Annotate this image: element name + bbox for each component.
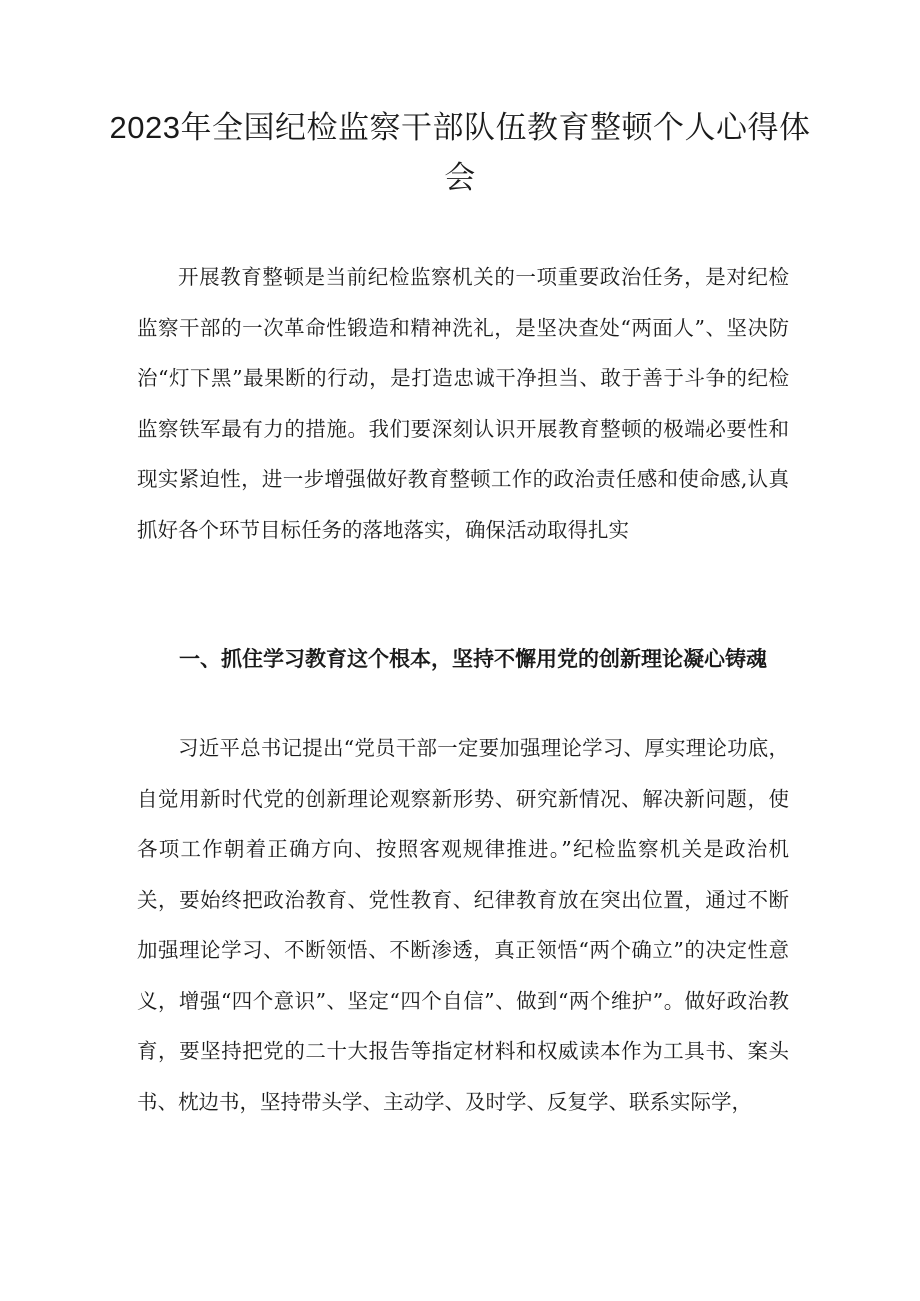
section-one-paragraph: 习近平总书记提出“党员干部一定要加强理论学习、厚实理论功底，自觉用新时代党的创新理论观察新形势、研究新情况、解决新问题，使各项工作朝着正确方向、按照客观规律推进。”纪检监察机关是政治机关，要始终把政治教育、党性教育、纪律教育放在突出位置，通过不断加强理论学习、不断领悟、不断渗透，真正领悟“两个确立”的决定性意义，增强“四个意识”、坚定“四个自信”、做到“两个维护”。做好政治教育，要坚持把党的二十大报告等指定材料和权威读本作为工具书、案头书、枕边书，坚持带头学、主动学、及时学、反复学、联系实际学， bbox=[137, 736, 789, 1114]
section-one-heading: 一、抓住学习教育这个根本，坚持不懈用党的创新理论凝心铸魂 bbox=[179, 647, 767, 671]
document-title: 2023年全国纪检监察干部队伍教育整顿个人心得体会 bbox=[109, 110, 811, 195]
intro-paragraph: 开展教育整顿是当前纪检监察机关的一项重要政治任务，是对纪检监察干部的一次革命性锻造和精神洗礼，是坚决查处“两面人”、坚决防治“灯下黑”最果断的行动，是打造忠诚干净担当、敢于善于斗争的纪检监察铁军最有力的措施。我们要深刻认识开展教育整顿的极端必要性和现实紧迫性，进一步增强做好教育整顿工作的政治责任感和使命感,认真抓好各个环节目标任务的落地落实，确保活动取得扎实 bbox=[137, 265, 789, 542]
